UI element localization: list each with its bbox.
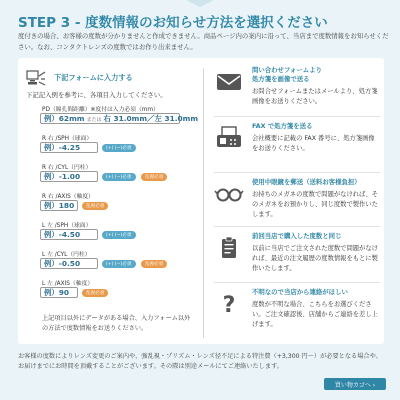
form-section-title[interactable]: 下記フォームに入力する: [54, 73, 133, 82]
step-title: STEP 3 - 度数情報のお知らせ方法を選択ください: [18, 15, 328, 31]
field-example-value: 例）-4.25: [44, 143, 81, 152]
buy-button[interactable]: 買い物カゴへ ›: [324, 378, 386, 390]
method-option-title: [252, 232, 341, 241]
field-input[interactable]: [40, 200, 78, 211]
astigmatism-required-badge: 乱視必須: [141, 260, 167, 268]
astigmatism-required-badge: 乱視必須: [82, 289, 108, 297]
email-icon: [214, 70, 244, 94]
field-label: L 左 /SPH（球面）: [42, 223, 92, 229]
field-example-value: 例）-1.00: [44, 172, 81, 181]
method-option-title: [252, 178, 361, 187]
method-option[interactable]: [206, 230, 384, 280]
field-label: R 右 /SPH（球面）: [42, 136, 93, 142]
form-bottom-note: 上記項目以外にデータがある場合、入力フォーム以外の方法で度数情報をお送りください。: [42, 315, 191, 332]
computer-icon: [26, 70, 46, 86]
field-input[interactable]: [40, 287, 78, 298]
intro-text: 度付きの場合、お客様の度数が分かりませんと作成できません。商品ページ内の案内に沿って、当店まで度数情報をお知らせください。なお、コンタクトレンズの度数ではお作り出来ません。: [18, 32, 389, 51]
method-option-title-line: 不明なので当店から連絡がほしい: [252, 288, 348, 296]
method-option[interactable]: [206, 176, 384, 226]
field-label: L 左 /AXIS（軸度）: [42, 281, 94, 287]
astigmatism-required-badge: 乱視必須: [141, 173, 167, 181]
form-section: [18, 58, 200, 344]
option-divider: [214, 116, 380, 117]
method-option-title-line: 問い合わせフォームより: [252, 66, 322, 74]
glasses-icon: [214, 182, 244, 206]
alternative-methods: [206, 58, 384, 344]
field-example-value: 例）90: [44, 288, 70, 297]
method-option-description: 会社概要に記載の FAX 番号に、処方箋画像をお送りください。: [252, 135, 375, 152]
sign-required-badge: (+) (−)必須: [102, 260, 136, 268]
question-icon: [214, 292, 244, 316]
method-option-description: お問合せフォームまたはメールより、処方箋画像をお送りください。: [252, 88, 378, 105]
method-option-description: 度数が不明な場合、こちらをお選びください。ご注文確認後、店舗からご連絡を差し上げます。: [252, 301, 378, 328]
field-input[interactable]: [40, 171, 98, 182]
fax-icon: [214, 126, 244, 150]
field-label: R 右 /AXIS（軸度）: [42, 194, 94, 200]
or-text: または: [86, 117, 102, 123]
method-option-title-line: 使用中眼鏡を郵送（送料お客様負担）: [252, 178, 361, 186]
method-option-description: お持ちのメガネの度数で問題がなければ、そのメガネをお預かりし、同じ度数で製作いたします。: [252, 191, 378, 218]
field-label: PD（瞳孔間距離）※度付は入力必須（mm）: [42, 107, 159, 113]
field-input[interactable]: [40, 229, 98, 240]
column-divider: [203, 68, 204, 338]
field-example-value: 例）180: [44, 201, 75, 210]
field-example-extra: 右 31.0mm／左 31.0mm: [103, 114, 199, 123]
sign-required-badge: (+) (−)必須: [102, 231, 136, 239]
method-option-title: [252, 288, 348, 297]
footer-note: お客様の度数によりレンズ変更のご案内や、強乱視・プリズム・レンズ径不足による特注費（+3,300 円〜）が必要となる場合や、お届けまでにお時間を頂戴することがございます。その際は別途メールにてご連絡いたします。: [18, 353, 382, 370]
form-section-sub: 下記記入例を参考に、各項目入力してください。: [26, 91, 167, 99]
form-section-header: [26, 68, 196, 88]
clipboard-icon: [214, 236, 244, 260]
method-option-description: 以前に当店でご注文された度数で問題がなければ、最近の注文履歴の度数情報をもとに製作いたします。: [252, 245, 378, 272]
method-option[interactable]: [206, 120, 384, 170]
top-notch: [186, 0, 214, 7]
field-example-value: 例）-0.50: [44, 259, 81, 268]
field-input[interactable]: [40, 113, 199, 124]
method-option-title: [252, 122, 312, 131]
method-option-title: [252, 66, 322, 84]
method-option-title-line: 前回当店で購入した度数と同じ: [252, 232, 342, 240]
sign-required-badge: (+) (−)必須: [102, 144, 136, 152]
method-option[interactable]: [206, 64, 384, 114]
option-divider: [214, 172, 380, 173]
method-option-title-line: FAX で処方箋を送る: [252, 122, 313, 130]
sign-required-badge: (+) (−)必須: [102, 173, 136, 181]
method-option[interactable]: [206, 286, 384, 336]
method-option-title-line: 処方箋を画像で送る: [252, 75, 310, 83]
option-divider: [214, 282, 380, 283]
field-input[interactable]: [40, 258, 98, 269]
field-input[interactable]: [40, 142, 98, 153]
field-example-value: 例）-4.50: [44, 230, 81, 239]
astigmatism-required-badge: 乱視必須: [82, 202, 108, 210]
svg-text:?: ?: [222, 293, 236, 316]
field-label: L 左 /CYL（円柱）: [42, 252, 91, 258]
option-divider: [214, 226, 380, 227]
field-example-value: 例）62mm または 右 31.0mm／左 31.0mm: [44, 114, 199, 123]
field-label: R 右 /CYL（円柱）: [42, 165, 92, 171]
options-card: [18, 58, 384, 344]
